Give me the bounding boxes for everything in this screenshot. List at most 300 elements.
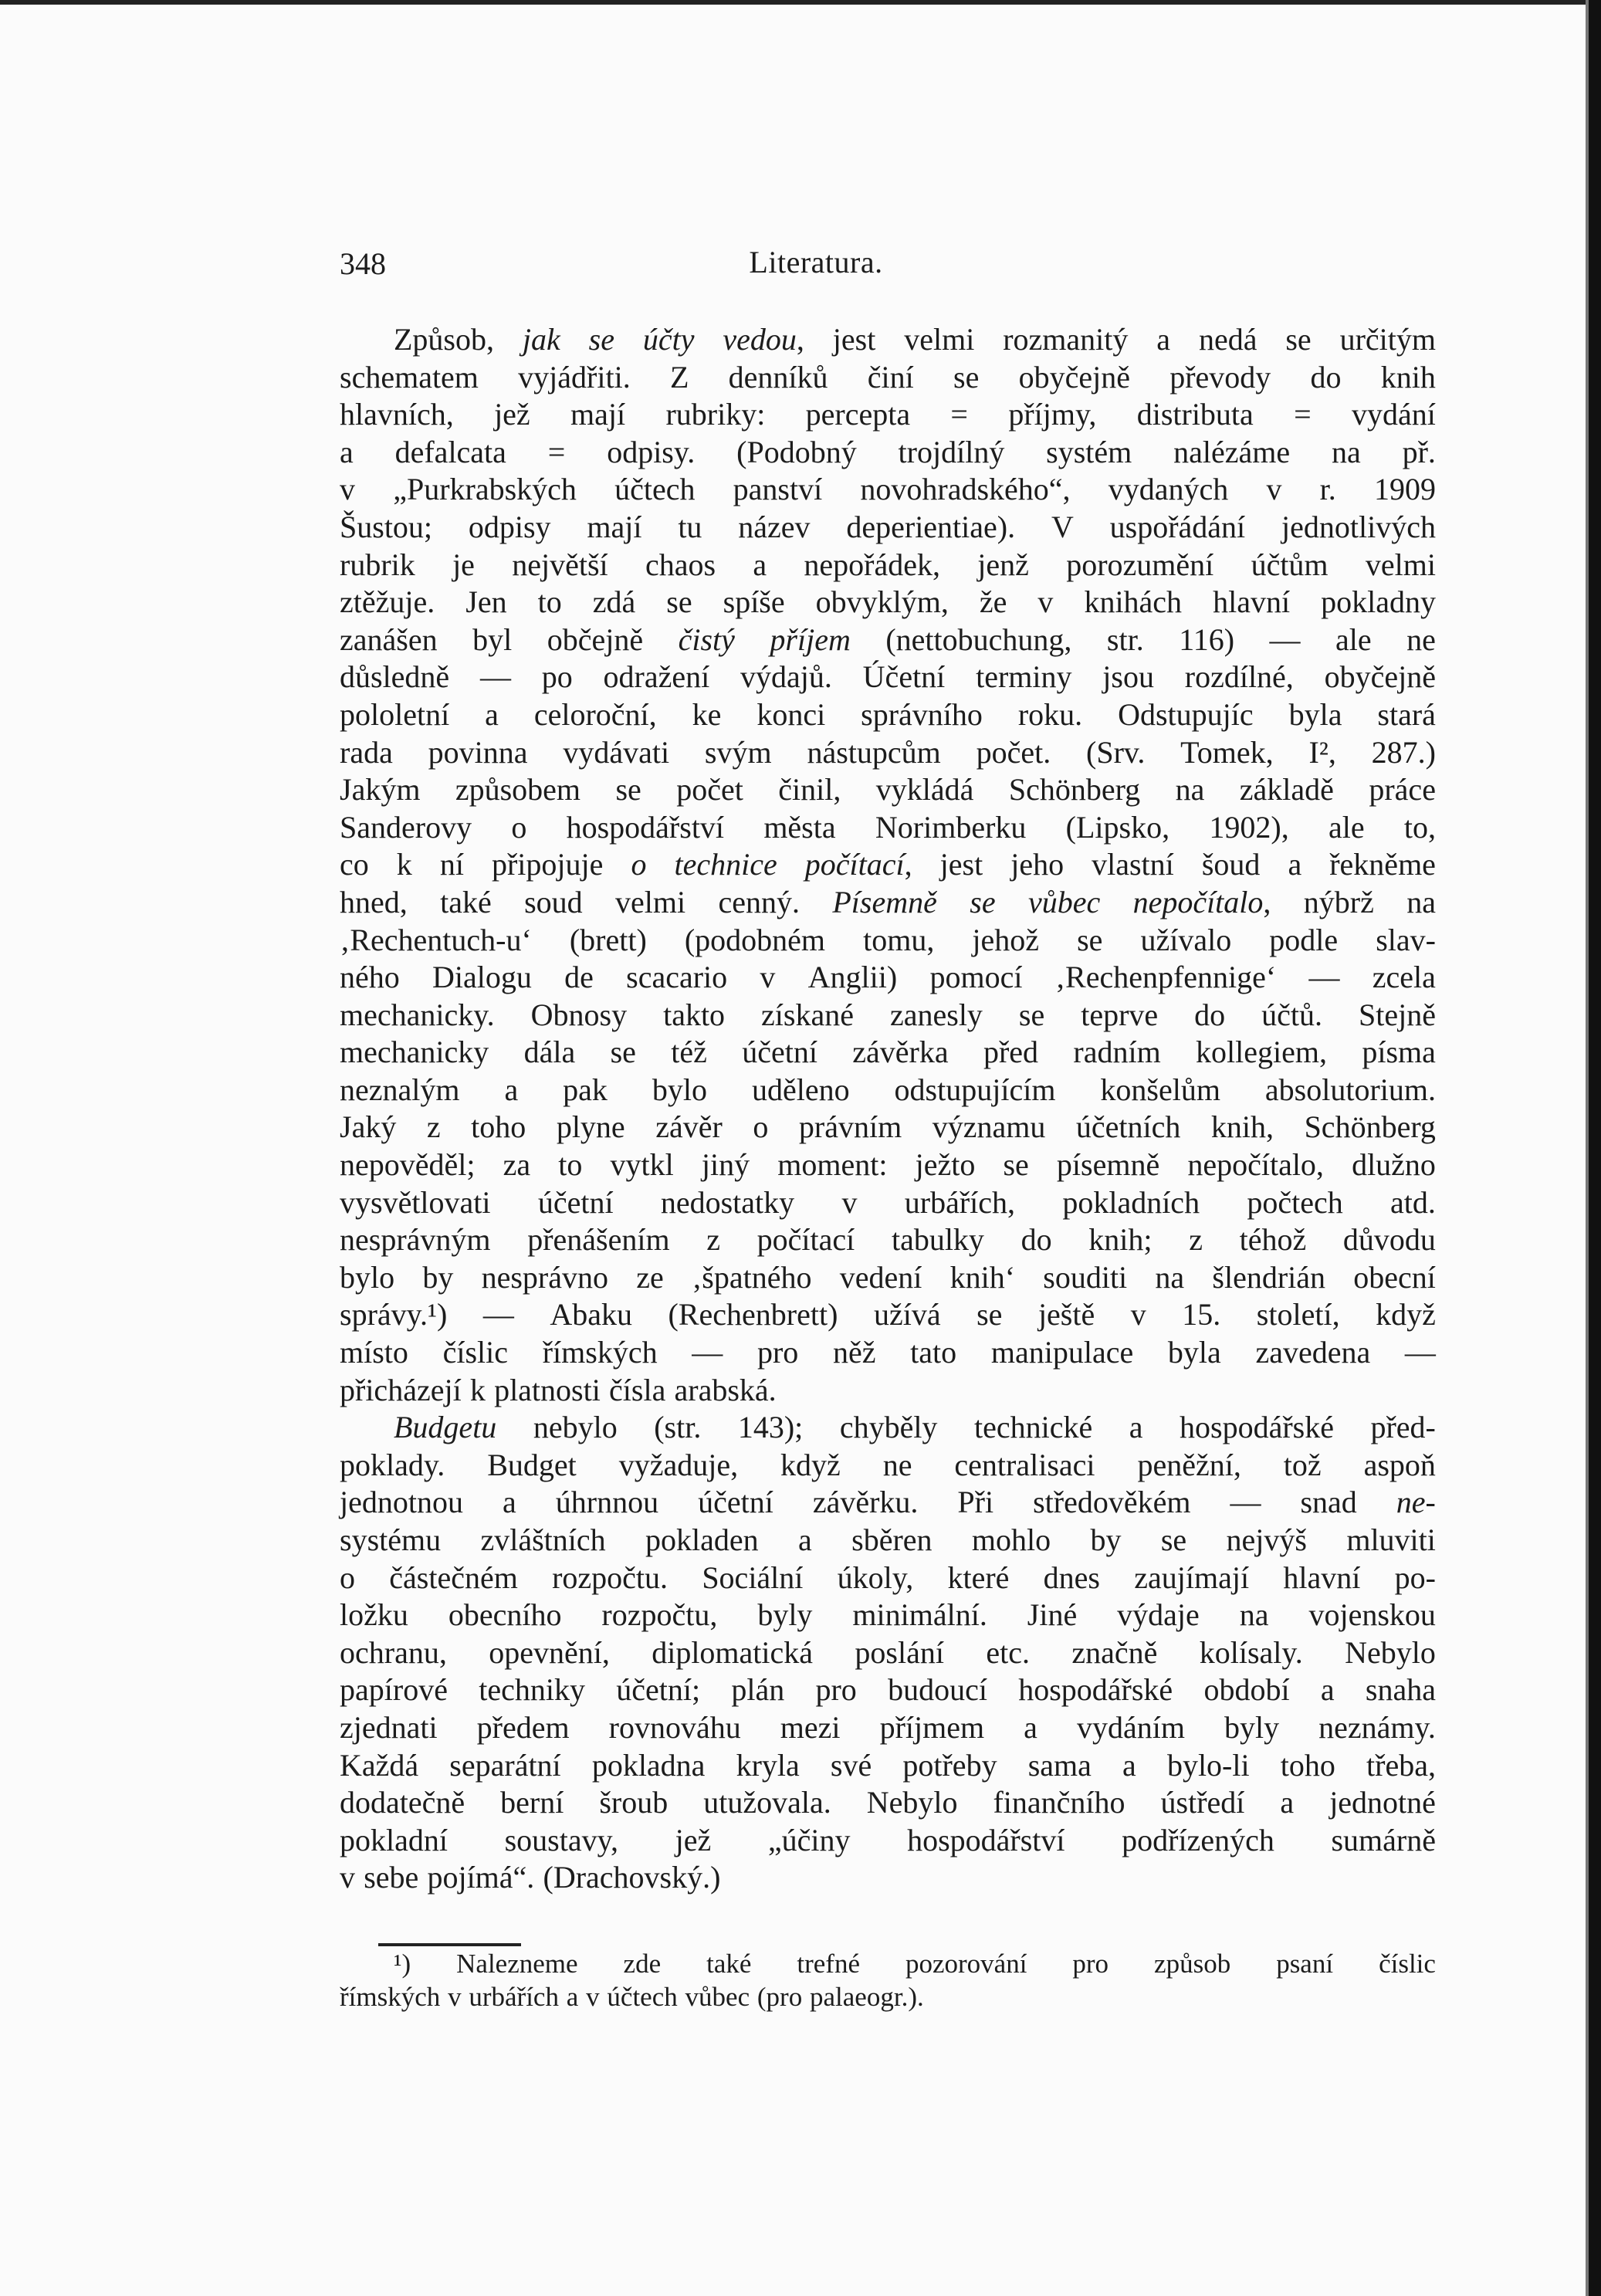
- word: mechanicky: [340, 1035, 489, 1070]
- word: byla: [1167, 1335, 1221, 1370]
- word: pak: [563, 1072, 608, 1107]
- word: mluviti: [1346, 1522, 1436, 1557]
- word: účtech: [614, 472, 696, 507]
- word: účty: [642, 322, 695, 357]
- word: století,: [1256, 1297, 1340, 1333]
- word: odpisy.: [607, 434, 696, 469]
- word: pro: [1072, 1949, 1109, 1979]
- word: vyžaduje,: [618, 1447, 739, 1482]
- word: rozpočtu,: [601, 1597, 718, 1633]
- word: nesprávným: [340, 1222, 491, 1258]
- word: Šustou;: [340, 509, 433, 544]
- word: se: [666, 584, 692, 620]
- word: do: [1021, 1222, 1052, 1258]
- word: účetní: [537, 1184, 614, 1220]
- word: na: [1406, 884, 1436, 919]
- word: římských: [340, 1982, 441, 2012]
- word: scacario: [626, 960, 728, 995]
- word: berní: [500, 1785, 564, 1820]
- word: —: [1269, 621, 1301, 657]
- word: Jen: [465, 584, 507, 620]
- word: zvláštních: [480, 1522, 606, 1557]
- scan-top-border: [0, 0, 1601, 5]
- word: technice: [674, 847, 777, 882]
- word: se: [615, 772, 641, 808]
- word: se: [1003, 1147, 1029, 1183]
- word: sumárně: [1331, 1822, 1436, 1857]
- word: ochranu,: [340, 1634, 447, 1670]
- word: středověkém: [1033, 1485, 1191, 1520]
- text-line: [340, 584, 1436, 621]
- text-line: [340, 1747, 1436, 1785]
- word: se: [1160, 1522, 1187, 1557]
- word: účetních: [1075, 1109, 1181, 1145]
- word: zde: [623, 1949, 662, 1979]
- word: o: [340, 1559, 355, 1595]
- word: občejně: [547, 621, 644, 657]
- word: po: [541, 659, 573, 695]
- word: závěrku.: [812, 1485, 919, 1520]
- word: příjmy,: [1008, 397, 1097, 432]
- word: (pro: [756, 1982, 803, 2012]
- text-line: [340, 922, 1436, 960]
- word: percepta: [805, 397, 911, 432]
- text-line: [340, 1559, 1436, 1597]
- word: teprve: [1081, 997, 1159, 1032]
- word: úkoly,: [837, 1559, 914, 1595]
- word: podřízených: [1122, 1822, 1274, 1857]
- word: snaha: [1365, 1672, 1436, 1708]
- word: poslání: [855, 1634, 944, 1670]
- word: defalcata: [394, 434, 506, 469]
- word: —: [1308, 960, 1340, 995]
- word: mezi: [780, 1709, 841, 1745]
- word: kollegiem,: [1196, 1035, 1328, 1070]
- word: technické: [973, 1410, 1093, 1445]
- word: Sociální: [702, 1559, 804, 1595]
- word: byla: [1288, 696, 1342, 732]
- word: ze: [636, 1259, 664, 1295]
- word: se: [977, 1297, 1003, 1333]
- word: Nebylo: [866, 1785, 958, 1820]
- word: se: [588, 322, 614, 357]
- word: absolutorium.: [1264, 1072, 1436, 1107]
- word: =: [950, 397, 968, 432]
- footnotes: [340, 1947, 1436, 2013]
- word: v: [1266, 472, 1282, 507]
- word: Každá: [340, 1747, 419, 1783]
- word: částečném: [389, 1559, 518, 1595]
- word: účetní: [742, 1035, 817, 1070]
- word: souditi: [1043, 1259, 1128, 1295]
- word: by: [422, 1259, 454, 1295]
- word: nástupcům: [807, 734, 941, 770]
- word: Stejně: [1359, 997, 1436, 1032]
- word: toho: [1280, 1747, 1335, 1783]
- word: přenášením: [527, 1222, 670, 1258]
- word: způsob: [1154, 1949, 1231, 1979]
- word: (Drachovský.): [543, 1860, 721, 1895]
- word: Budget: [487, 1447, 577, 1482]
- word: počet: [676, 772, 743, 808]
- word: po-: [1394, 1559, 1436, 1595]
- word: dodatečně: [340, 1785, 465, 1820]
- word: poklady.: [340, 1447, 445, 1482]
- word: mohlo: [971, 1522, 1051, 1557]
- word: př.: [1402, 434, 1436, 469]
- word: římských: [542, 1335, 658, 1370]
- text-line: [340, 1522, 1436, 1559]
- word: počítací: [756, 1222, 855, 1258]
- word: tož: [1283, 1447, 1322, 1482]
- word: a: [1122, 1747, 1136, 1783]
- word: jež: [675, 1822, 712, 1857]
- word: velmi: [615, 884, 686, 919]
- page-number: 348: [340, 246, 386, 281]
- word: zavedena: [1255, 1335, 1371, 1370]
- word: když: [1376, 1297, 1436, 1333]
- word: soud: [524, 884, 583, 919]
- word: byl: [472, 621, 513, 657]
- word: co: [340, 847, 369, 882]
- word: =: [1294, 397, 1312, 432]
- word: velmi: [1365, 547, 1436, 582]
- word: systému: [340, 1522, 442, 1557]
- word: když: [780, 1447, 841, 1482]
- word: by: [1090, 1522, 1122, 1557]
- word: závěrka: [852, 1035, 949, 1070]
- text-line: [340, 1484, 1436, 1522]
- word: Účetní: [862, 659, 946, 695]
- word: tomu,: [863, 922, 935, 957]
- text-line: [340, 547, 1436, 584]
- word: minimální.: [852, 1597, 987, 1633]
- word: své: [830, 1747, 872, 1783]
- word: nalézáme: [1173, 434, 1291, 469]
- word: nepořádek,: [804, 547, 940, 582]
- word: mechanicky.: [340, 997, 495, 1032]
- word: a: [340, 434, 354, 469]
- word: užívalo: [1140, 922, 1232, 957]
- word: mají: [570, 397, 626, 432]
- word: účtům: [1251, 547, 1329, 582]
- word: potřeby: [902, 1747, 997, 1783]
- word: knihách: [1084, 584, 1183, 620]
- word: ale: [1335, 621, 1372, 657]
- text-line: [340, 1184, 1436, 1222]
- word: zanášen: [340, 621, 438, 657]
- word: spíše: [723, 584, 785, 620]
- word: pokladních: [1062, 1184, 1200, 1220]
- word: velmi: [904, 322, 975, 357]
- running-title: Literatura.: [749, 245, 883, 279]
- word: urbářích: [469, 1982, 559, 2012]
- word: odražení: [603, 659, 710, 695]
- word: v: [841, 1184, 858, 1220]
- word: z: [706, 1222, 720, 1258]
- word: dála: [523, 1035, 576, 1070]
- word: Obnosy: [530, 997, 628, 1032]
- word: na: [1155, 1259, 1185, 1295]
- word: určitým: [1339, 322, 1436, 357]
- word: které: [947, 1559, 1010, 1595]
- text-line: [340, 1034, 1436, 1072]
- word: chaos: [645, 547, 716, 582]
- word: ložku: [340, 1597, 408, 1633]
- word: největší: [512, 547, 608, 582]
- word: Sanderovy: [340, 809, 472, 845]
- text-line: [340, 1072, 1436, 1109]
- word: ‚špatného: [691, 1259, 812, 1295]
- word: de: [564, 960, 594, 995]
- word: šlendrián: [1212, 1259, 1326, 1295]
- word: činí: [867, 359, 914, 395]
- word: denníků: [728, 359, 828, 395]
- word: hospodářské: [1018, 1672, 1173, 1708]
- word: připojuje: [491, 847, 604, 882]
- text-line: [340, 1296, 1436, 1334]
- word: V: [1051, 509, 1074, 544]
- word: něž: [832, 1335, 876, 1370]
- word: v: [586, 1982, 600, 2012]
- word: činil,: [778, 772, 841, 808]
- word: toho: [471, 1109, 526, 1145]
- word: písemně: [1056, 1147, 1160, 1183]
- word: vydaných: [1108, 472, 1229, 507]
- word: se: [1018, 997, 1045, 1032]
- word: jiný: [701, 1147, 750, 1183]
- scan-right-border: [1589, 0, 1601, 2296]
- word: počet.: [976, 734, 1051, 770]
- word: jednotnou: [340, 1485, 463, 1520]
- word: vedou,: [723, 322, 804, 357]
- word: (str.: [654, 1410, 702, 1445]
- text-line: [340, 997, 1436, 1035]
- word: Schönberg: [1304, 1109, 1436, 1145]
- word: konšelům: [1100, 1072, 1220, 1107]
- word: převody: [1169, 359, 1271, 395]
- word: za: [503, 1147, 531, 1183]
- word: urbářích,: [904, 1184, 1016, 1220]
- word: před-: [1370, 1410, 1436, 1445]
- word: na: [1331, 434, 1361, 469]
- text-line: [340, 809, 1436, 847]
- word: Budgetu: [394, 1410, 497, 1445]
- word: papírové: [340, 1672, 448, 1708]
- word: jednotlivých: [1281, 509, 1436, 544]
- word: neznalým: [340, 1072, 460, 1107]
- word: správy.¹): [340, 1297, 448, 1333]
- word: ne-: [1396, 1485, 1436, 1520]
- word: —: [1230, 1485, 1261, 1520]
- text-line: [340, 1947, 1436, 1980]
- word: závěr: [655, 1109, 723, 1145]
- word: se: [1077, 922, 1103, 957]
- word: rozmanitý: [1003, 322, 1129, 357]
- word: na: [1239, 1597, 1269, 1633]
- word: se: [610, 1035, 636, 1070]
- text-line: [340, 1221, 1436, 1259]
- word: číslic: [1379, 1949, 1436, 1979]
- word: tato: [910, 1335, 957, 1370]
- word: práce: [1369, 772, 1436, 808]
- word: (podobném: [684, 922, 826, 957]
- word: terminy: [976, 659, 1072, 695]
- word: téhož: [1239, 1222, 1307, 1258]
- text-line: [340, 396, 1436, 434]
- word: Norimberku: [875, 809, 1027, 845]
- word: bylo: [652, 1072, 708, 1107]
- word: panství: [733, 472, 823, 507]
- word: Jaký: [340, 1109, 397, 1145]
- word: a: [1129, 1410, 1143, 1445]
- word: ježto: [915, 1147, 976, 1183]
- text-line: [340, 1447, 1436, 1485]
- word: pokladna: [591, 1747, 706, 1783]
- word: 116): [1179, 621, 1235, 657]
- word: na: [1175, 772, 1205, 808]
- word: před: [983, 1035, 1039, 1070]
- word: byly: [757, 1597, 813, 1633]
- word: odpisy: [468, 509, 551, 544]
- body-text: [340, 321, 1436, 1897]
- word: z: [426, 1109, 441, 1145]
- word: porozumění: [1066, 547, 1214, 582]
- word: hospodářství: [907, 1822, 1065, 1857]
- word: „Purkrabských: [393, 472, 577, 507]
- word: zaujímají: [1134, 1559, 1250, 1595]
- text-line: [340, 359, 1436, 397]
- word: v: [340, 1860, 355, 1895]
- word: účtů.: [1261, 997, 1323, 1032]
- word: trojdílný: [898, 434, 1005, 469]
- word: základě: [1239, 772, 1334, 808]
- word: výdajů.: [740, 659, 832, 695]
- text-line: [340, 1146, 1436, 1184]
- word: tabulky: [891, 1222, 984, 1258]
- word: také: [706, 1949, 752, 1979]
- word: předem: [476, 1709, 570, 1745]
- word: značně: [1071, 1634, 1158, 1670]
- word: Dialogu: [432, 960, 532, 995]
- word: vyjádřiti.: [518, 359, 631, 395]
- word: vůbec: [1027, 884, 1101, 919]
- word: knih‘: [949, 1259, 1016, 1295]
- text-line: [340, 1822, 1436, 1860]
- text-line: [340, 321, 1436, 359]
- word: 287.): [1371, 734, 1436, 770]
- word: vůbec: [685, 1982, 750, 2012]
- word: finančního: [993, 1785, 1125, 1820]
- word: jehož: [972, 922, 1040, 957]
- word: aspoň: [1363, 1447, 1436, 1482]
- word: obecního: [448, 1597, 562, 1633]
- word: mají: [587, 509, 642, 544]
- word: (Lipsko,: [1065, 809, 1170, 845]
- word: Nebylo: [1345, 1634, 1436, 1670]
- word: uděleno: [751, 1072, 850, 1107]
- word: opevnění,: [489, 1634, 610, 1670]
- word: počítací,: [804, 847, 912, 882]
- word: nýbrž: [1303, 884, 1374, 919]
- word: systém: [1046, 434, 1132, 469]
- word: rubriky:: [665, 397, 766, 432]
- word: o: [753, 1109, 769, 1145]
- word: ‚Rechentuch-u‘: [340, 922, 532, 957]
- paragraph: [340, 1409, 1436, 1897]
- word: a: [1320, 1672, 1335, 1708]
- word: šoud: [1201, 847, 1261, 882]
- word: dnes: [1043, 1559, 1100, 1595]
- word: podle: [1269, 922, 1339, 957]
- word: nesprávno: [481, 1259, 608, 1295]
- word: zcela: [1372, 960, 1436, 995]
- word: přicházejí: [340, 1372, 462, 1407]
- word: Nalezneme: [456, 1949, 578, 1979]
- word: počtech: [1247, 1184, 1343, 1220]
- word: Písemně: [832, 884, 937, 919]
- word: získané: [761, 997, 854, 1032]
- word: místo: [340, 1335, 408, 1370]
- text-line: [340, 434, 1436, 472]
- text-line: [340, 1671, 1436, 1709]
- word: str.: [1106, 621, 1144, 657]
- word: kolísaly.: [1199, 1634, 1303, 1670]
- word: pomocí: [929, 960, 1023, 995]
- word: celoroční,: [533, 696, 657, 732]
- word: knih: [1380, 359, 1436, 395]
- word: knih,: [1210, 1109, 1274, 1145]
- word: nepověděl;: [340, 1147, 476, 1183]
- word: zjednati: [340, 1709, 438, 1745]
- word: distributa: [1136, 397, 1254, 432]
- word: a: [753, 547, 767, 582]
- word: v: [760, 960, 776, 995]
- word: neznámy.: [1318, 1709, 1436, 1745]
- word: obecní: [1353, 1259, 1436, 1295]
- word: platnosti: [494, 1372, 601, 1407]
- text-line: [340, 471, 1436, 509]
- footnote: [340, 1947, 1436, 2013]
- text-line: [340, 1409, 1436, 1447]
- word: to: [558, 1147, 583, 1183]
- word: k: [469, 1372, 486, 1407]
- word: chyběly: [839, 1410, 938, 1445]
- word: hlavní: [1283, 1559, 1361, 1595]
- word: ne: [1406, 621, 1436, 657]
- text-line: [340, 1859, 1436, 1897]
- word: ještě: [1037, 1297, 1095, 1333]
- word: knih;: [1088, 1222, 1153, 1258]
- word: „účiny: [767, 1822, 851, 1857]
- word: se: [953, 359, 980, 395]
- word: 1902),: [1209, 809, 1289, 845]
- word: z: [1189, 1222, 1203, 1258]
- word: pozorování: [905, 1949, 1027, 1979]
- word: účtech: [607, 1982, 678, 2012]
- word: psaní: [1276, 1949, 1334, 1979]
- text-line: [340, 1259, 1436, 1297]
- word: nepočítalo,: [1132, 884, 1271, 919]
- word: to,: [1403, 809, 1436, 845]
- word: čistý: [678, 621, 735, 657]
- word: také: [440, 884, 492, 919]
- word: (nettobuchung,: [885, 621, 1072, 657]
- word: období: [1203, 1672, 1290, 1708]
- word: a: [566, 1982, 579, 2012]
- text-line: [340, 621, 1436, 659]
- word: radním: [1073, 1035, 1161, 1070]
